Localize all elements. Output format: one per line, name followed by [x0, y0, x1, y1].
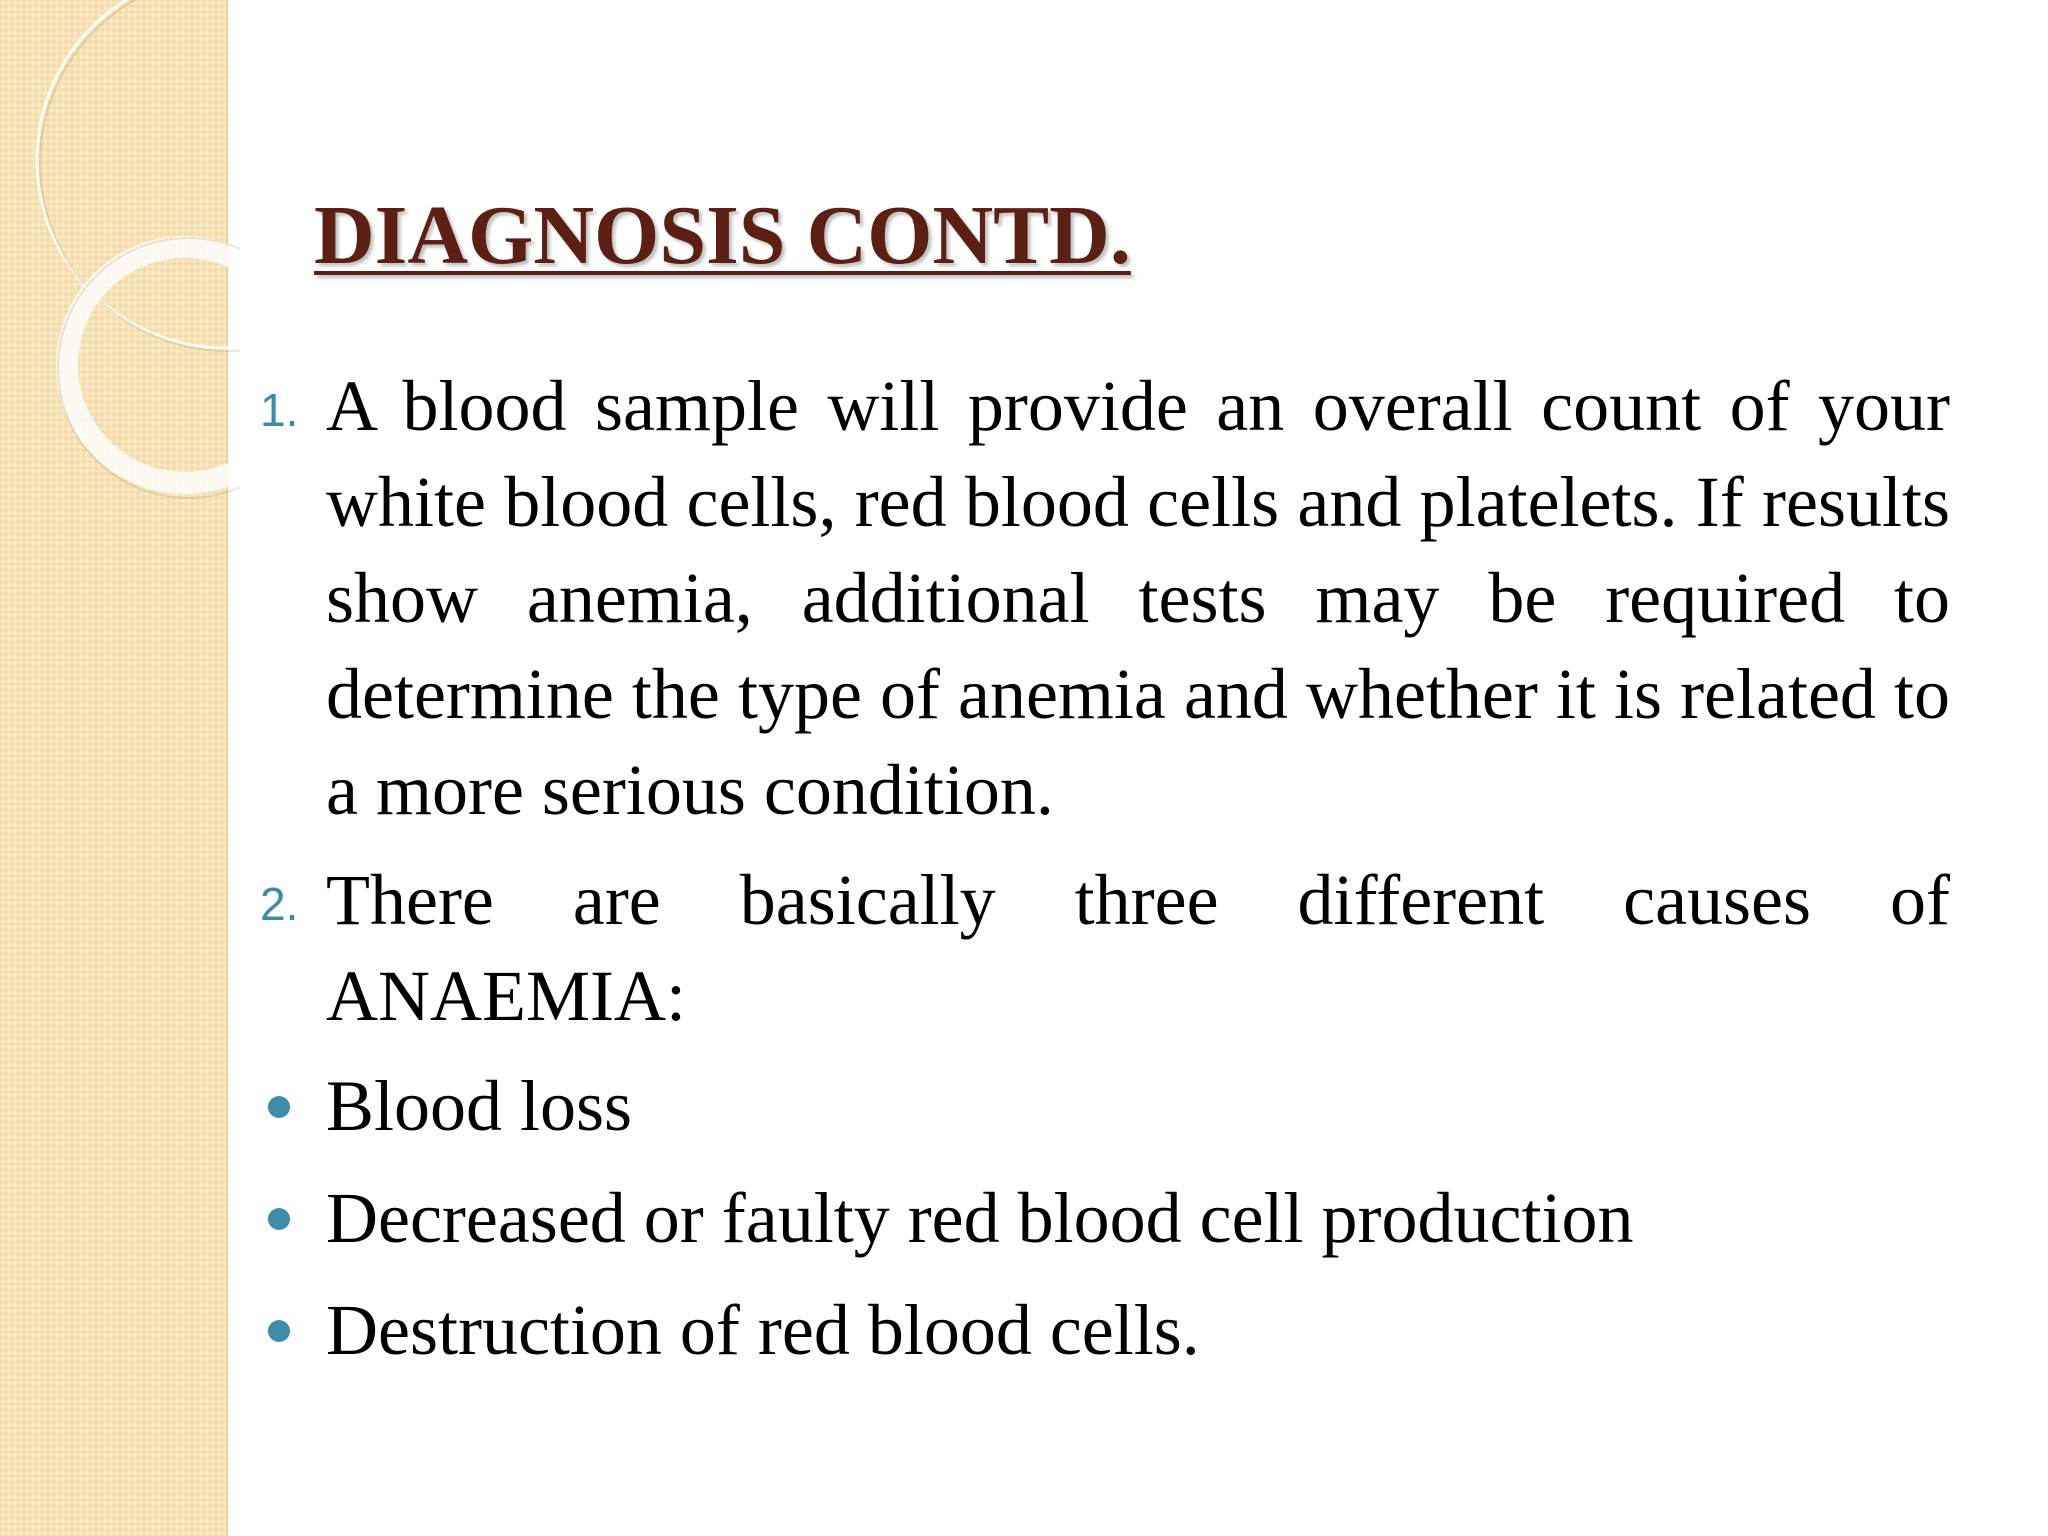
list-item-text: There are basically three different causes of ANAEMIA: [326, 860, 1950, 1036]
bullet-dot-icon [268, 1320, 290, 1342]
bullet-item-2 [250, 1170, 1950, 1266]
slide-content [250, 358, 1950, 1378]
list-item-text: Destruction of red blood cells. [326, 1290, 1200, 1370]
bullet-item-1 [250, 1058, 1950, 1154]
bullet-item-3 [250, 1282, 1950, 1378]
list-item-text: Decreased or faulty red blood cell production [326, 1178, 1634, 1258]
decorative-ring-small [67, 247, 240, 483]
list-item-text: A blood sample will provide an overall count of your white blood cells, red blood cells and platelets. If results show anemia, additional tests may be required to determine the type of anemia and whether it is related to a more serious condition. [326, 366, 1950, 830]
numbered-item-2 [250, 852, 1950, 1044]
list-number: 2. [260, 878, 299, 930]
bullet-dot-icon [268, 1208, 290, 1230]
decorative-ring-small-shadow [58, 238, 240, 498]
slide-title: DIAGNOSIS CONTD. [314, 189, 1131, 282]
list-item-text: Blood loss [326, 1066, 633, 1146]
decorative-rings [0, 0, 240, 520]
numbered-item-1 [250, 358, 1950, 838]
bullet-dot-icon [268, 1096, 290, 1118]
decorative-ring-large [37, 0, 240, 348]
list-number: 1. [260, 384, 299, 436]
